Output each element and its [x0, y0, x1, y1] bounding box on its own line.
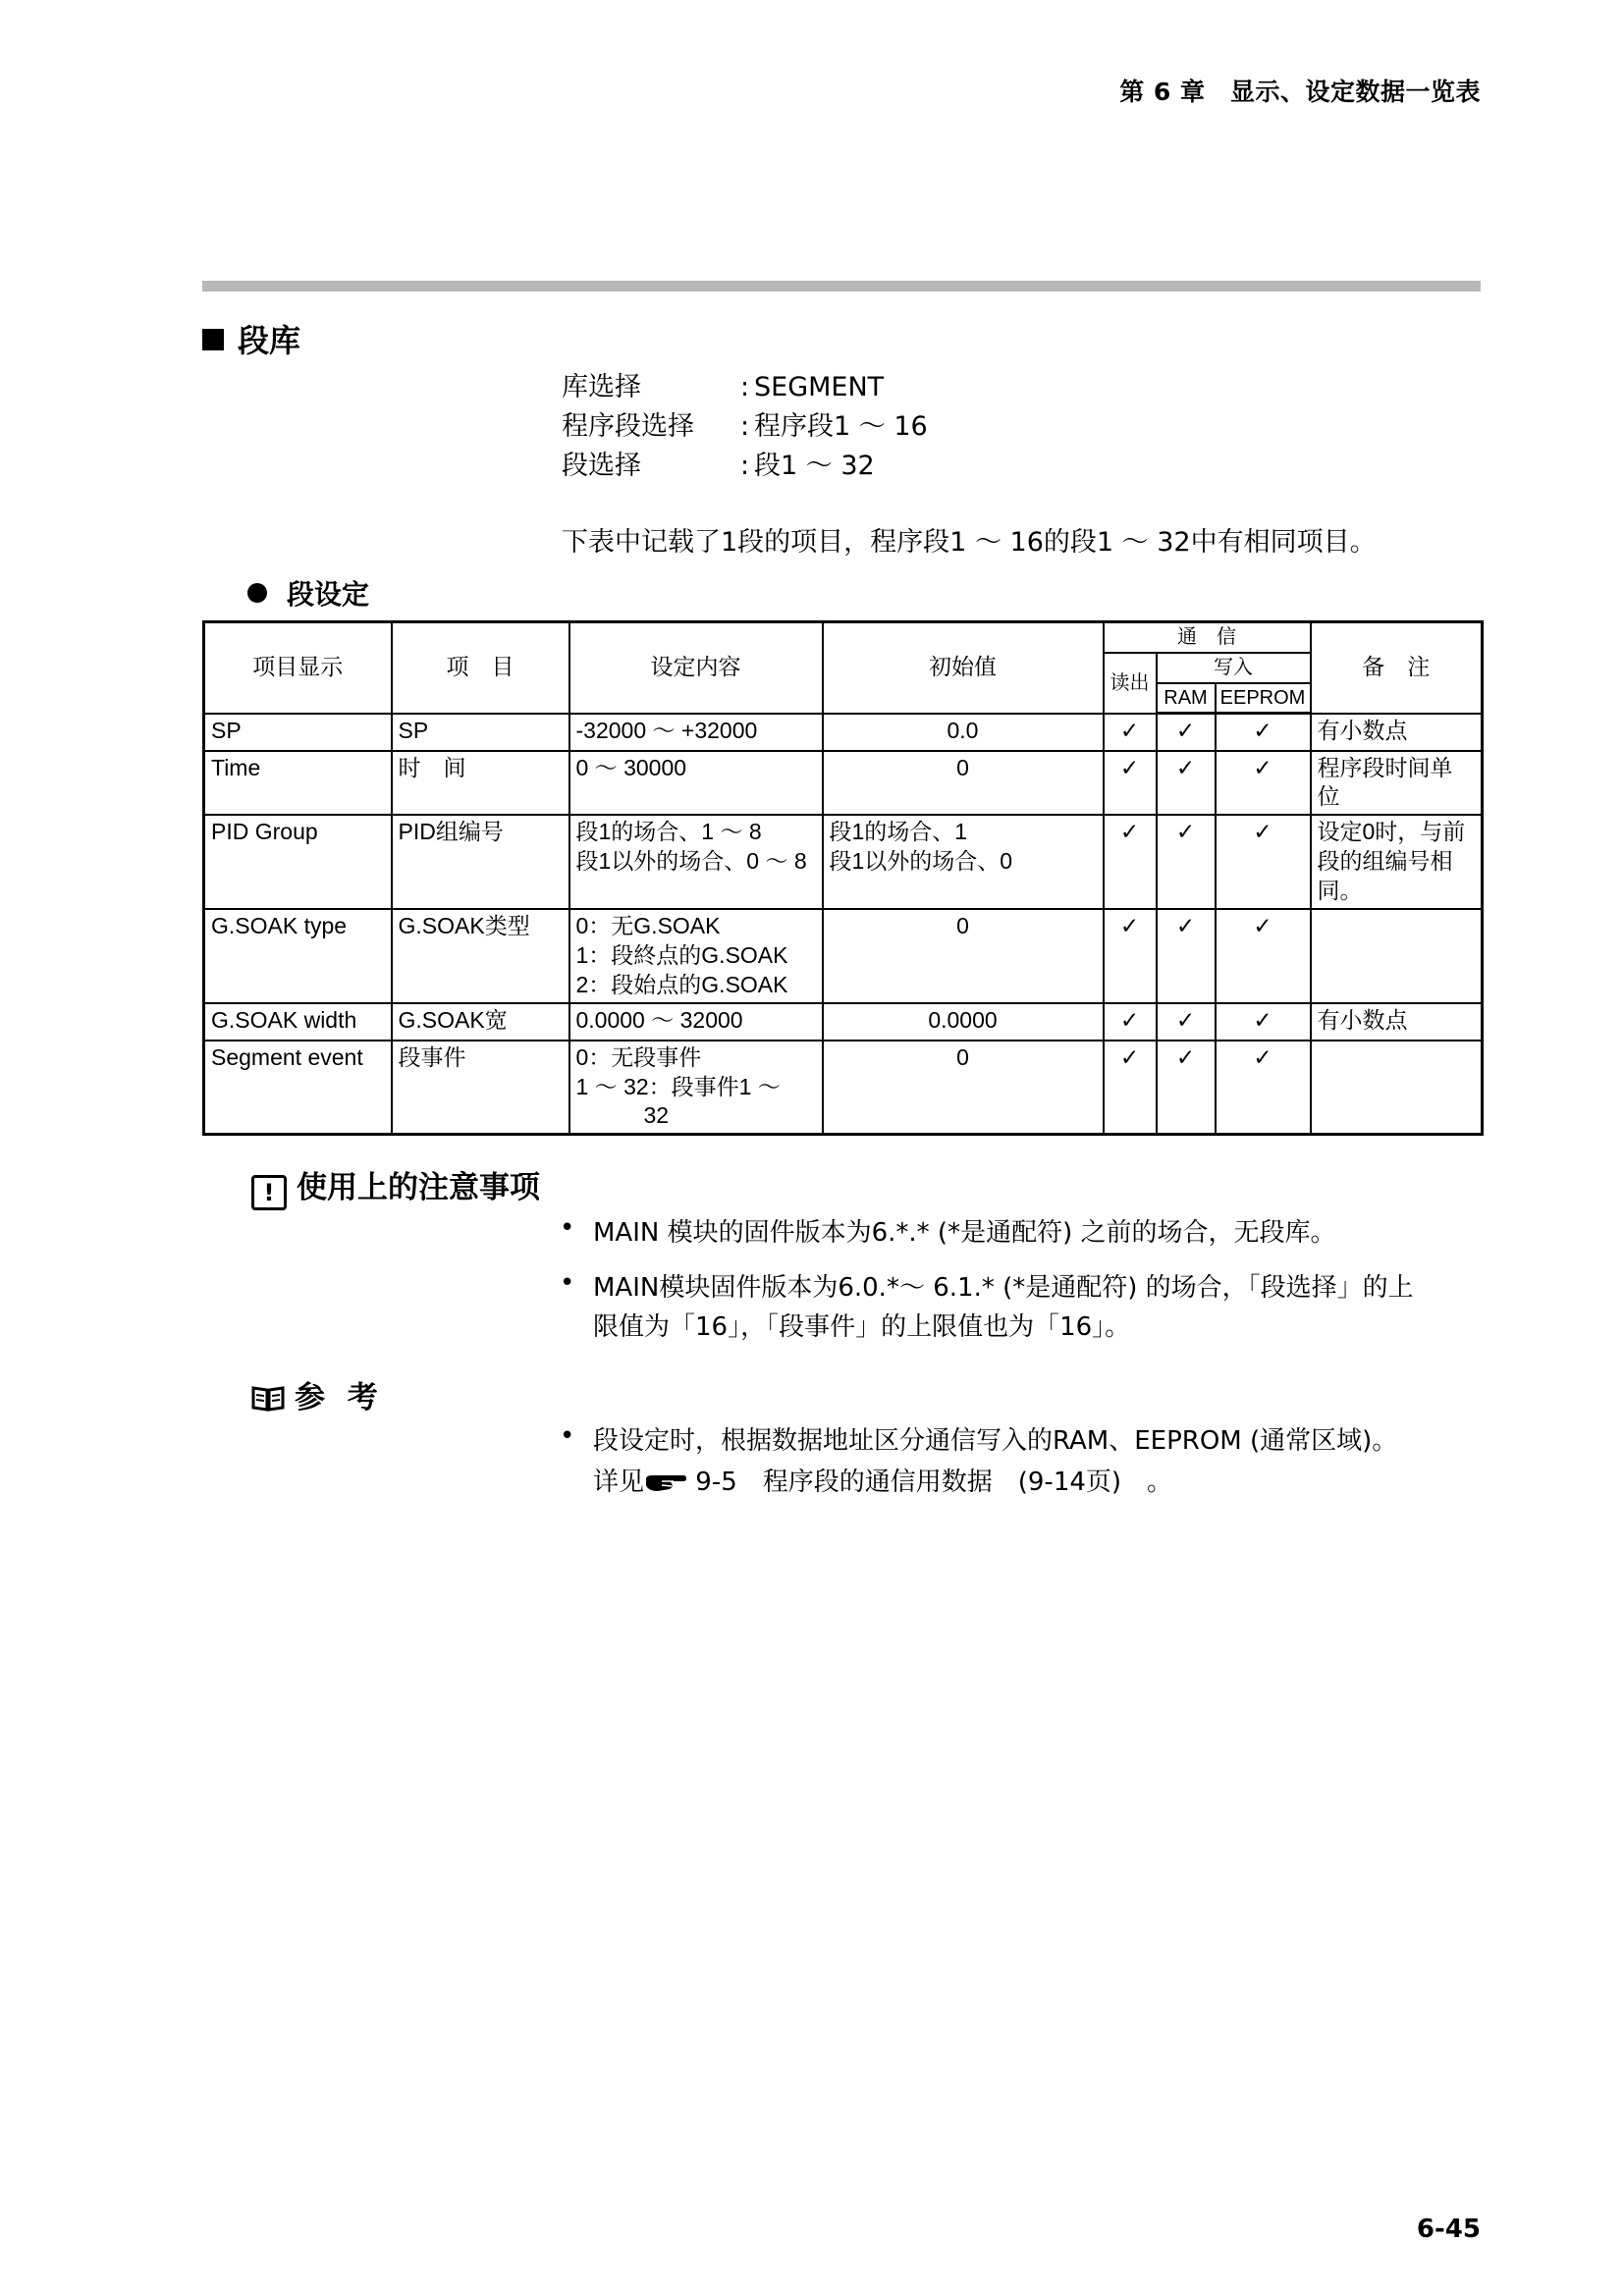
section-rule [202, 281, 1481, 292]
cell-read-check: ✓ [1104, 714, 1157, 751]
selection-key: 程序段选择 [562, 411, 694, 442]
cell-content: 0：无段事件 1 ～ 32：段事件1 ～ 32 [569, 1041, 823, 1135]
round-bullet-icon [247, 583, 267, 603]
cell-content: 0 ～ 30000 [569, 751, 823, 816]
cell-item: G.SOAK宽 [392, 1003, 569, 1041]
cell-item: 时 间 [392, 751, 569, 816]
cell-read-check: ✓ [1104, 1041, 1157, 1135]
intro-text: 下表中记载了1段的项目，程序段1 ～ 16的段1 ～ 32中有相同项目。 [562, 527, 1377, 558]
header-item: 项 目 [392, 622, 569, 714]
header-eeprom: EEPROM [1216, 683, 1311, 714]
cell-remarks: 有小数点 [1311, 1003, 1483, 1041]
cell-eeprom-check: ✓ [1216, 909, 1311, 1003]
header-initial: 初始值 [823, 622, 1104, 714]
header-content: 设定内容 [569, 622, 823, 714]
note-text: MAIN 模块的固件版本为6.*.* (*是通配符) 之前的场合，无段库。 [593, 1218, 1336, 1248]
cell-initial: 0 [823, 909, 1104, 1003]
table-row [204, 751, 1483, 816]
reference-heading [251, 1372, 384, 1416]
header-write: 写入 [1157, 653, 1311, 683]
cell-item: G.SOAK类型 [392, 909, 569, 1003]
book-icon [251, 1384, 285, 1412]
cell-ram-check: ✓ [1157, 909, 1216, 1003]
cell-ram-check: ✓ [1157, 714, 1216, 751]
cell-content: 段1的场合、1 ～ 8 段1以外的场合、0 ～ 8 [569, 815, 823, 909]
cell-remarks: 设定0时，与前段的组编号相同。 [1311, 815, 1483, 909]
cell-eeprom-check: ✓ [1216, 751, 1311, 816]
table-row [204, 815, 1483, 909]
caution-title: 使用上的注意事项 [297, 1170, 540, 1205]
reference-text: 段设定时，根据数据地址区分通信写入的RAM、EEPROM (通常区域)。 [593, 1426, 1398, 1456]
cell-initial: 段1的场合、1 段1以外的场合、0 [823, 815, 1104, 909]
cell-initial: 0.0000 [823, 1003, 1104, 1041]
selection-value: SEGMENT [754, 372, 885, 402]
cell-display: Segment event [204, 1041, 392, 1135]
cell-remarks [1311, 1041, 1483, 1135]
cell-display: G.SOAK width [204, 1003, 392, 1041]
square-bullet-icon [202, 329, 224, 350]
caution-icon: ! [251, 1175, 287, 1210]
cell-initial: 0.0 [823, 714, 1104, 751]
cell-initial: 0 [823, 751, 1104, 816]
reference-link[interactable]: 9-5 程序段的通信用数据 (9-14页) 。 [687, 1468, 1173, 1497]
cell-item: 段事件 [392, 1041, 569, 1135]
cell-content: 0.0000 ～ 32000 [569, 1003, 823, 1041]
cell-read-check: ✓ [1104, 751, 1157, 816]
cell-item: SP [392, 714, 569, 751]
reference-title: 参 考 [295, 1380, 384, 1415]
cell-content: 0：无G.SOAK 1：段終点的G.SOAK 2：段始点的G.SOAK [569, 909, 823, 1003]
cell-display: Time [204, 751, 392, 816]
table-row [204, 909, 1483, 1003]
cell-item: PID组编号 [392, 815, 569, 909]
cell-display: SP [204, 714, 392, 751]
cell-content: -32000 ～ +32000 [569, 714, 823, 751]
header-display: 项目显示 [204, 622, 392, 714]
subsection-title: 段设定 [287, 578, 370, 611]
segment-selection-row: 段选择 : 段1 ～ 32 [562, 444, 875, 482]
page-number: 6-45 [1416, 2215, 1481, 2244]
note-text: 限值为「16」，「段事件」的上限值也为「16」。 [593, 1312, 1131, 1342]
cell-display: G.SOAK type [204, 909, 392, 1003]
cell-eeprom-check: ✓ [1216, 1003, 1311, 1041]
table-row [204, 1003, 1483, 1041]
selection-value: 段1 ～ 32 [754, 451, 875, 481]
cell-read-check: ✓ [1104, 1003, 1157, 1041]
cell-ram-check: ✓ [1157, 1041, 1216, 1135]
selection-key: 库选择 [562, 372, 641, 402]
cell-remarks [1311, 909, 1483, 1003]
header-remarks: 备 注 [1311, 622, 1483, 714]
cell-read-check: ✓ [1104, 909, 1157, 1003]
cell-ram-check: ✓ [1157, 1003, 1216, 1041]
reference-prefix: 详见 [593, 1468, 645, 1497]
header-read: 读出 [1104, 653, 1157, 714]
cell-read-check: ✓ [1104, 815, 1157, 909]
cell-eeprom-check: ✓ [1216, 815, 1311, 909]
cell-eeprom-check: ✓ [1216, 1041, 1311, 1135]
header-ram: RAM [1157, 683, 1216, 714]
caution-heading [251, 1162, 540, 1210]
selection-key: 段选择 [562, 451, 641, 481]
subsection-heading [247, 573, 369, 613]
chapter-header: 第 6 章 显示、设定数据一览表 [1119, 78, 1481, 106]
segment-settings-table [202, 620, 1484, 1136]
cell-initial: 0 [823, 1041, 1104, 1135]
cell-remarks: 有小数点 [1311, 714, 1483, 751]
cell-ram-check: ✓ [1157, 751, 1216, 816]
section-heading [202, 316, 300, 361]
table-row [204, 714, 1483, 751]
section-title: 段库 [238, 322, 301, 359]
cell-display: PID Group [204, 815, 392, 909]
table-row [204, 1041, 1483, 1135]
cell-ram-check: ✓ [1157, 815, 1216, 909]
cell-eeprom-check: ✓ [1216, 714, 1311, 751]
cell-remarks: 程序段时间单位 [1311, 751, 1483, 816]
header-comm: 通 信 [1104, 622, 1311, 653]
pointing-hand-icon [644, 1468, 687, 1495]
note-text: MAIN模块固件版本为6.0.*～ 6.1.* (*是通配符) 的场合，「段选择」的上 [593, 1273, 1414, 1303]
program-selection-row: 程序段选择 : 程序段1 ～ 16 [562, 404, 928, 443]
selection-value: 程序段1 ～ 16 [754, 411, 928, 442]
bank-selection-row: 库选择 : SEGMENT [562, 365, 884, 403]
